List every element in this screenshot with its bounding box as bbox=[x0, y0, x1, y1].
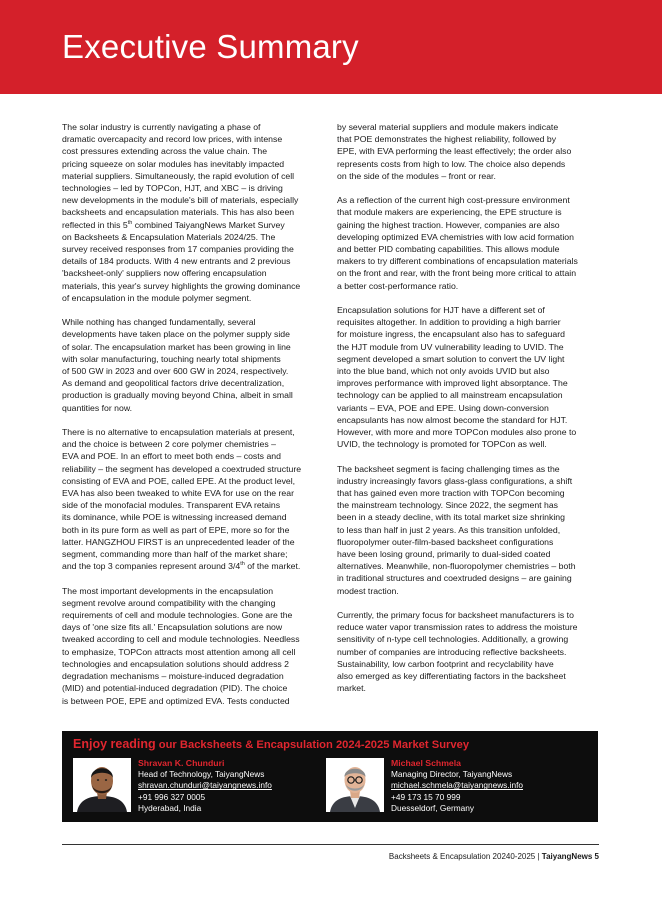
contact-name: Michael Schmela bbox=[391, 758, 462, 768]
paragraph: by several material suppliers and module makers indicate that POE demonstrates the highest reliability, followed by EPE, with EVA performing the least effectively; the order also represents costs from high to low. The choice also depends on the side of the modules – front or rear. bbox=[337, 122, 572, 181]
contact-role: Head of Technology, TaiyangNews bbox=[138, 769, 265, 780]
paragraph: The solar industry is currently navigating a phase of dramatic overcapacity and record low prices, with intense cost pressures extending across the value chain. The pricing squeeze on solar modules has inevitably impacted material suppliers. Simultaneously, the rapid evolution of cell technologies – led by TOPCon, HJT, and XBC – is driving new developments in the module's bill of materials, especially backsheets and encapsulation materials. This has also been reflected in this 5th combined TaiyangNews Market Survey on Backsheets & Encapsulation Materials 2024/25. The survey received responses from 17 companies providing the details of 184 products. With 4 new entrants and 2 previous 'backsheet-only' suppliers now offering encapsulation materials, this year's survey highlights the growing dominance of encapsulation in the module polymer segment. bbox=[62, 122, 301, 303]
paragraph: Encapsulation solutions for HJT have a different set of requisites altogether. In addition to providing a high barrier for moisture ingress, the encapsulant also has to safeguard the HJT module from UV vulnerability leading to UVID. The segment developed a smart solution to convert the UV light into the blue band, which not only avoids UVID but also improves performance with improved light absorptance. The technology can be applied to all mainstream encapsulation variants – EVA, POE and EPE. Using down-conversion encapsulants has now almost become the standard for HJT. However, with more and more TOPCon modules also prone to UVID, the technology is promoted for TOPCon as well. bbox=[337, 305, 577, 450]
avatar bbox=[73, 758, 131, 812]
paragraph: Currently, the primary focus for backsheet manufacturers is to reduce water vapor transmission rates to address the moisture sensitivity of n-type cell technologies. Additionally, a growing number of companies are introducing reflective backsheets. Sustainability, low carbon footprint and recyclability have also emerged as key differentiating factors in the backsheet market. bbox=[337, 610, 578, 694]
contact-email-link[interactable]: shravan.chunduri@taiyangnews.info bbox=[138, 780, 272, 791]
paragraph: As a reflection of the current high cost-pressure environment that module makers are experiencing, the EPE structure is gaining the highest traction. However, companies are also developing optimized EVA chemistries with low acid formation and better PID combating capabilities. This allows module makers to try different combinations of encapsulation materials on the front and rear, with the front being more critical to attain a better cost-performance ratio. bbox=[337, 195, 578, 291]
right-column bbox=[337, 121, 599, 707]
contact-phone: +49 173 15 70 999 bbox=[391, 791, 461, 802]
contact-phone: +91 996 327 0005 bbox=[138, 791, 206, 802]
footer-divider bbox=[62, 844, 599, 845]
paragraph: While nothing has changed fundamentally, several developments have taken place on the polymer supply side of solar. The encapsulation market has been growing in line with solar manufacturing, touching nearly total shipments of 500 GW in 2023 and over 600 GW in 2024, respectively. As demand and geopolitical factors drive decentralization, production is gradually moving beyond China, albeit in small quantities for now. bbox=[62, 317, 293, 413]
header-banner bbox=[0, 0, 662, 94]
contact-role: Managing Director, TaiyangNews bbox=[391, 769, 513, 780]
contact-location: Duesseldorf, Germany bbox=[391, 802, 475, 813]
survey-promo-box bbox=[62, 731, 598, 822]
contact-email-link[interactable]: michael.schmela@taiyangnews.info bbox=[391, 780, 524, 791]
left-column bbox=[62, 121, 324, 719]
footer-brand: TaiyangNews bbox=[541, 852, 593, 861]
page-footer: Backsheets & Encapsulation 20240-2025 | TaiyangNews 5 bbox=[388, 852, 599, 861]
paragraph: The backsheet segment is facing challenging times as the industry increasingly favors glass-glass configurations, a shift that has gained even more traction with TOPCon becoming the mainstream technology. Since 2022, the segment has been in a steady decline, with its total market size shrinking to less than half in just 2 years. As this transition unfolded, fluoropolymer outer-film-based backsheet configurations have been losing ground, primarily to dual-sided coated alternatives. Meanwhile, non-fluoropolymer chemistries – both in traditional structures and coextruded designs – are gaining modest traction. bbox=[337, 463, 576, 596]
paragraph: The most important developments in the encapsulation segment revolve around compatibility with the changing requirements of cell and module technologies. Gone are the days of 'one size fits all.' Encapsulation solutions are now tweaked according to cell and module technologies. Needless to emphasize, TOPCon attracts most attention among all cell technologies and encapsulation solutions should address 2 degradation mechanisms – moisture-induced degradation (MID) and potential-induced degradation (PID). The choice is between POE, EPE and optimized EVA. Tests conducted bbox=[62, 585, 300, 706]
contact-info bbox=[138, 758, 338, 814]
paragraph: There is no alternative to encapsulation materials at present, and the choice is between 2 core polymer chemistries – EVA and POE. In an effort to meet both ends – costs and reliability – the segment has developed a coextruded structure consisting of EVA and POE, called EPE. At the product level, EVA has also been tweaked to white EVA for use on the rear side of the monofacial modules. Transparent EVA retains its dominance, while POE is witnessing increased demand both in its pure form as well as part of EPE, more so for the latter. HANGZHOU FIRST is an unprecedented leader of the segment, commanding more than half of the market share; and the top 3 companies represent around 3/4th of the market. bbox=[62, 427, 302, 572]
avatar bbox=[326, 758, 384, 812]
promo-title: Enjoy reading our Backsheets & Encapsulation 2024-2025 Market Survey bbox=[73, 737, 470, 751]
contact-location: Hyderabad, India bbox=[138, 802, 202, 813]
contact-name: Shravan K. Chunduri bbox=[138, 758, 225, 768]
contact-info bbox=[391, 758, 591, 814]
page-title: Executive Summary bbox=[62, 28, 359, 65]
page-number: 5 bbox=[592, 852, 599, 861]
